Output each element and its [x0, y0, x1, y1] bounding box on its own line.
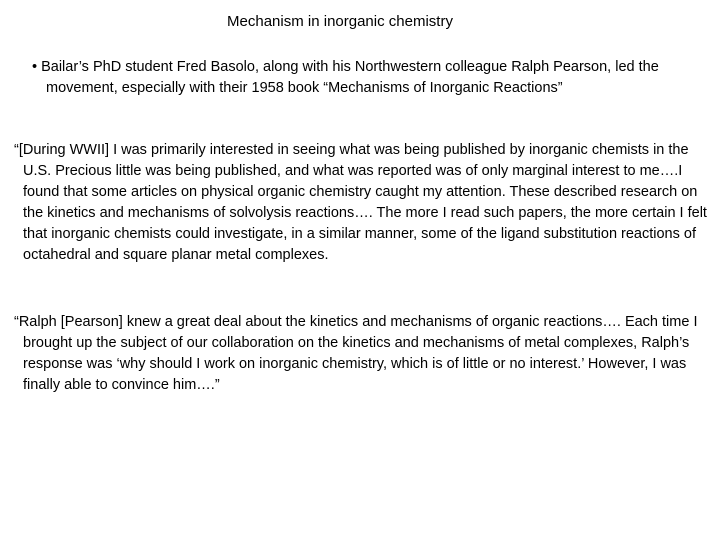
- bullet-point: • Bailar’s PhD student Fred Basolo, along with his Northwestern colleague Ralph Pearson, led the movement, especially with their 1958 book “Mechanisms of Inorganic Reactions”: [32, 59, 659, 96]
- quote-pearson: “Ralph [Pearson] knew a great deal about the kinetics and mechanisms of organic reactions…. Each time I brought up the subject of our collaboration on the kinetics and mechanisms of metal complexes, Ralph’s response was ‘why should I work on inorganic chemistry, which is of little or no interest.’ However, I was finally able to convince him….”: [14, 314, 698, 393]
- slide-title: Mechanism in inorganic chemistry: [227, 13, 453, 30]
- quote-wwii: “[During WWII] I was primarily interested in seeing what was being published by inorganic chemists in the U.S. Precious little was being published, and what was reported was of only marginal interest to me….I found that some articles on physical organic chemistry caught my attention. These described research on the kinetics and mechanisms of solvolysis reactions…. The more I read such papers, the more certain I felt that inorganic chemists could investigate, in a similar manner, some of the ligand substitution reactions of octahedral and square planar metal complexes.: [14, 142, 707, 263]
